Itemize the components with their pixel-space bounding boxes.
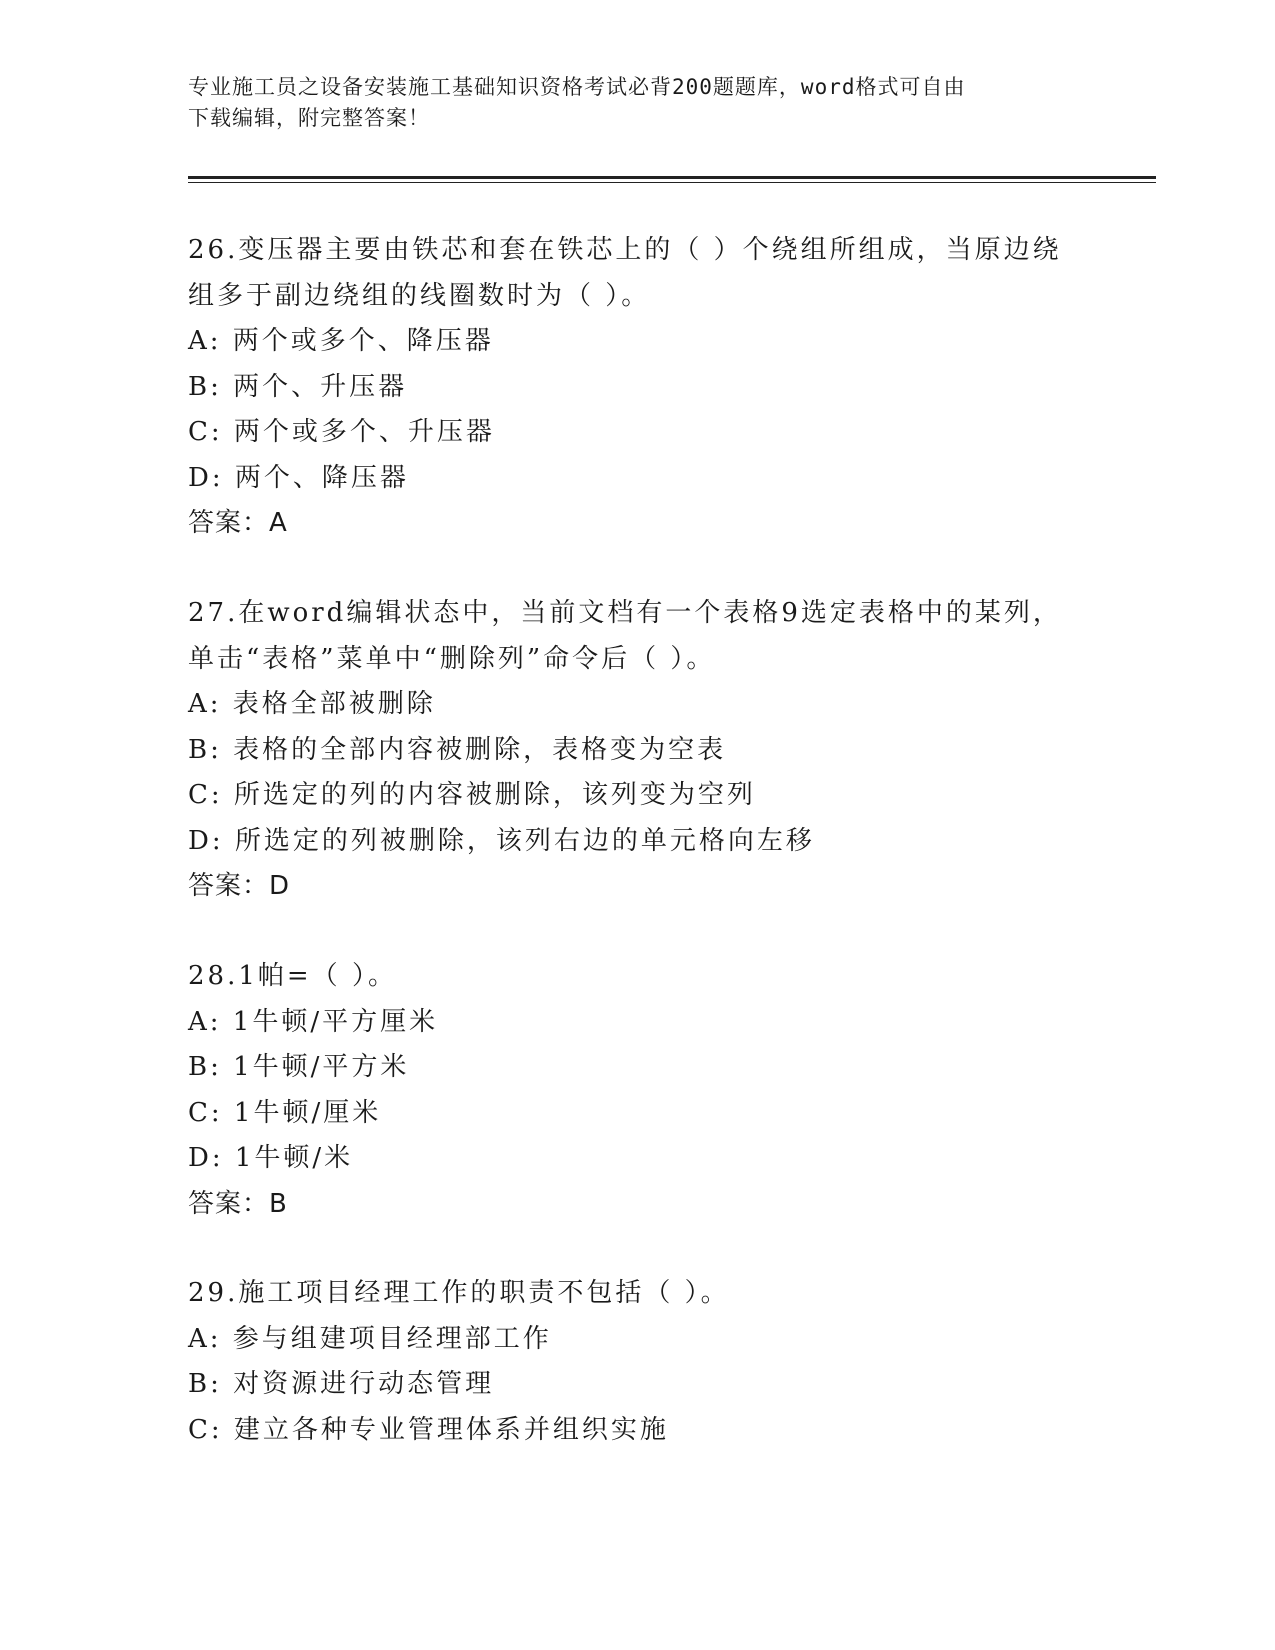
answer-line — [188, 864, 1088, 910]
header-divider-thin — [188, 182, 1156, 183]
option-d: D: 1牛顿/米 — [188, 1143, 354, 1173]
question-26 — [188, 228, 1088, 547]
option-b: B: 对资源进行动态管理 — [188, 1369, 495, 1399]
header-divider-thick — [188, 176, 1156, 179]
option-a: A: 两个或多个、降压器 — [188, 326, 494, 356]
question-stem-line-2: 单击“表格”菜单中“删除列”命令后（ ）。 — [188, 643, 716, 674]
question-stem-line-1: 29.施工项目经理工作的职责不包括（ ）。 — [188, 1278, 730, 1308]
answer-label: 答案： — [188, 871, 270, 901]
answer-line — [188, 501, 1088, 547]
option-b: B: 1牛顿/平方米 — [188, 1052, 410, 1082]
answer-label: 答案： — [188, 1188, 270, 1219]
option-a: A: 1牛顿/平方厘米 — [188, 1006, 439, 1037]
document-header — [188, 72, 1088, 134]
option-c: C: 1牛顿/厘米 — [188, 1097, 382, 1128]
question-stem-line-2: 组多于副边绕组的线圈数时为（ ）。 — [188, 280, 651, 311]
answer-label: 答案： — [188, 508, 270, 538]
answer-line — [188, 1182, 1088, 1228]
answer-value: B — [269, 1188, 288, 1219]
question-stem-line-1: 26.变压器主要由铁芯和套在铁芯上的（ ）个绕组所组成，当原边绕 — [188, 235, 1062, 265]
option-a: A: 参与组建项目经理部工作 — [188, 1323, 552, 1354]
question-stem-line-1: 27.在word编辑状态中，当前文档有一个表格9选定表格中的某列， — [188, 598, 1062, 628]
question-29 — [188, 1271, 1088, 1453]
option-c: C: 所选定的列的内容被删除，该列变为空列 — [188, 780, 756, 810]
question-28 — [188, 954, 1088, 1227]
header-line-2: 下载编辑，附完整答案！ — [188, 106, 430, 130]
option-c: C: 建立各种专业管理体系并组织实施 — [188, 1414, 669, 1445]
option-b: B: 表格的全部内容被删除，表格变为空表 — [188, 734, 727, 765]
header-line-1: 专业施工员之设备安装施工基础知识资格考试必背200题题库，word格式可自由 — [188, 75, 966, 99]
option-b: B: 两个、升压器 — [188, 371, 408, 402]
question-27 — [188, 591, 1088, 910]
option-a: A: 表格全部被删除 — [188, 689, 436, 719]
answer-value: D — [269, 871, 291, 901]
question-stem-line-1: 28.1帕=（ ）。 — [188, 961, 397, 991]
option-d: D: 所选定的列被删除，该列右边的单元格向左移 — [188, 825, 815, 856]
option-c: C: 两个或多个、升压器 — [188, 417, 495, 447]
option-d: D: 两个、降压器 — [188, 462, 409, 493]
answer-value: A — [269, 508, 288, 538]
